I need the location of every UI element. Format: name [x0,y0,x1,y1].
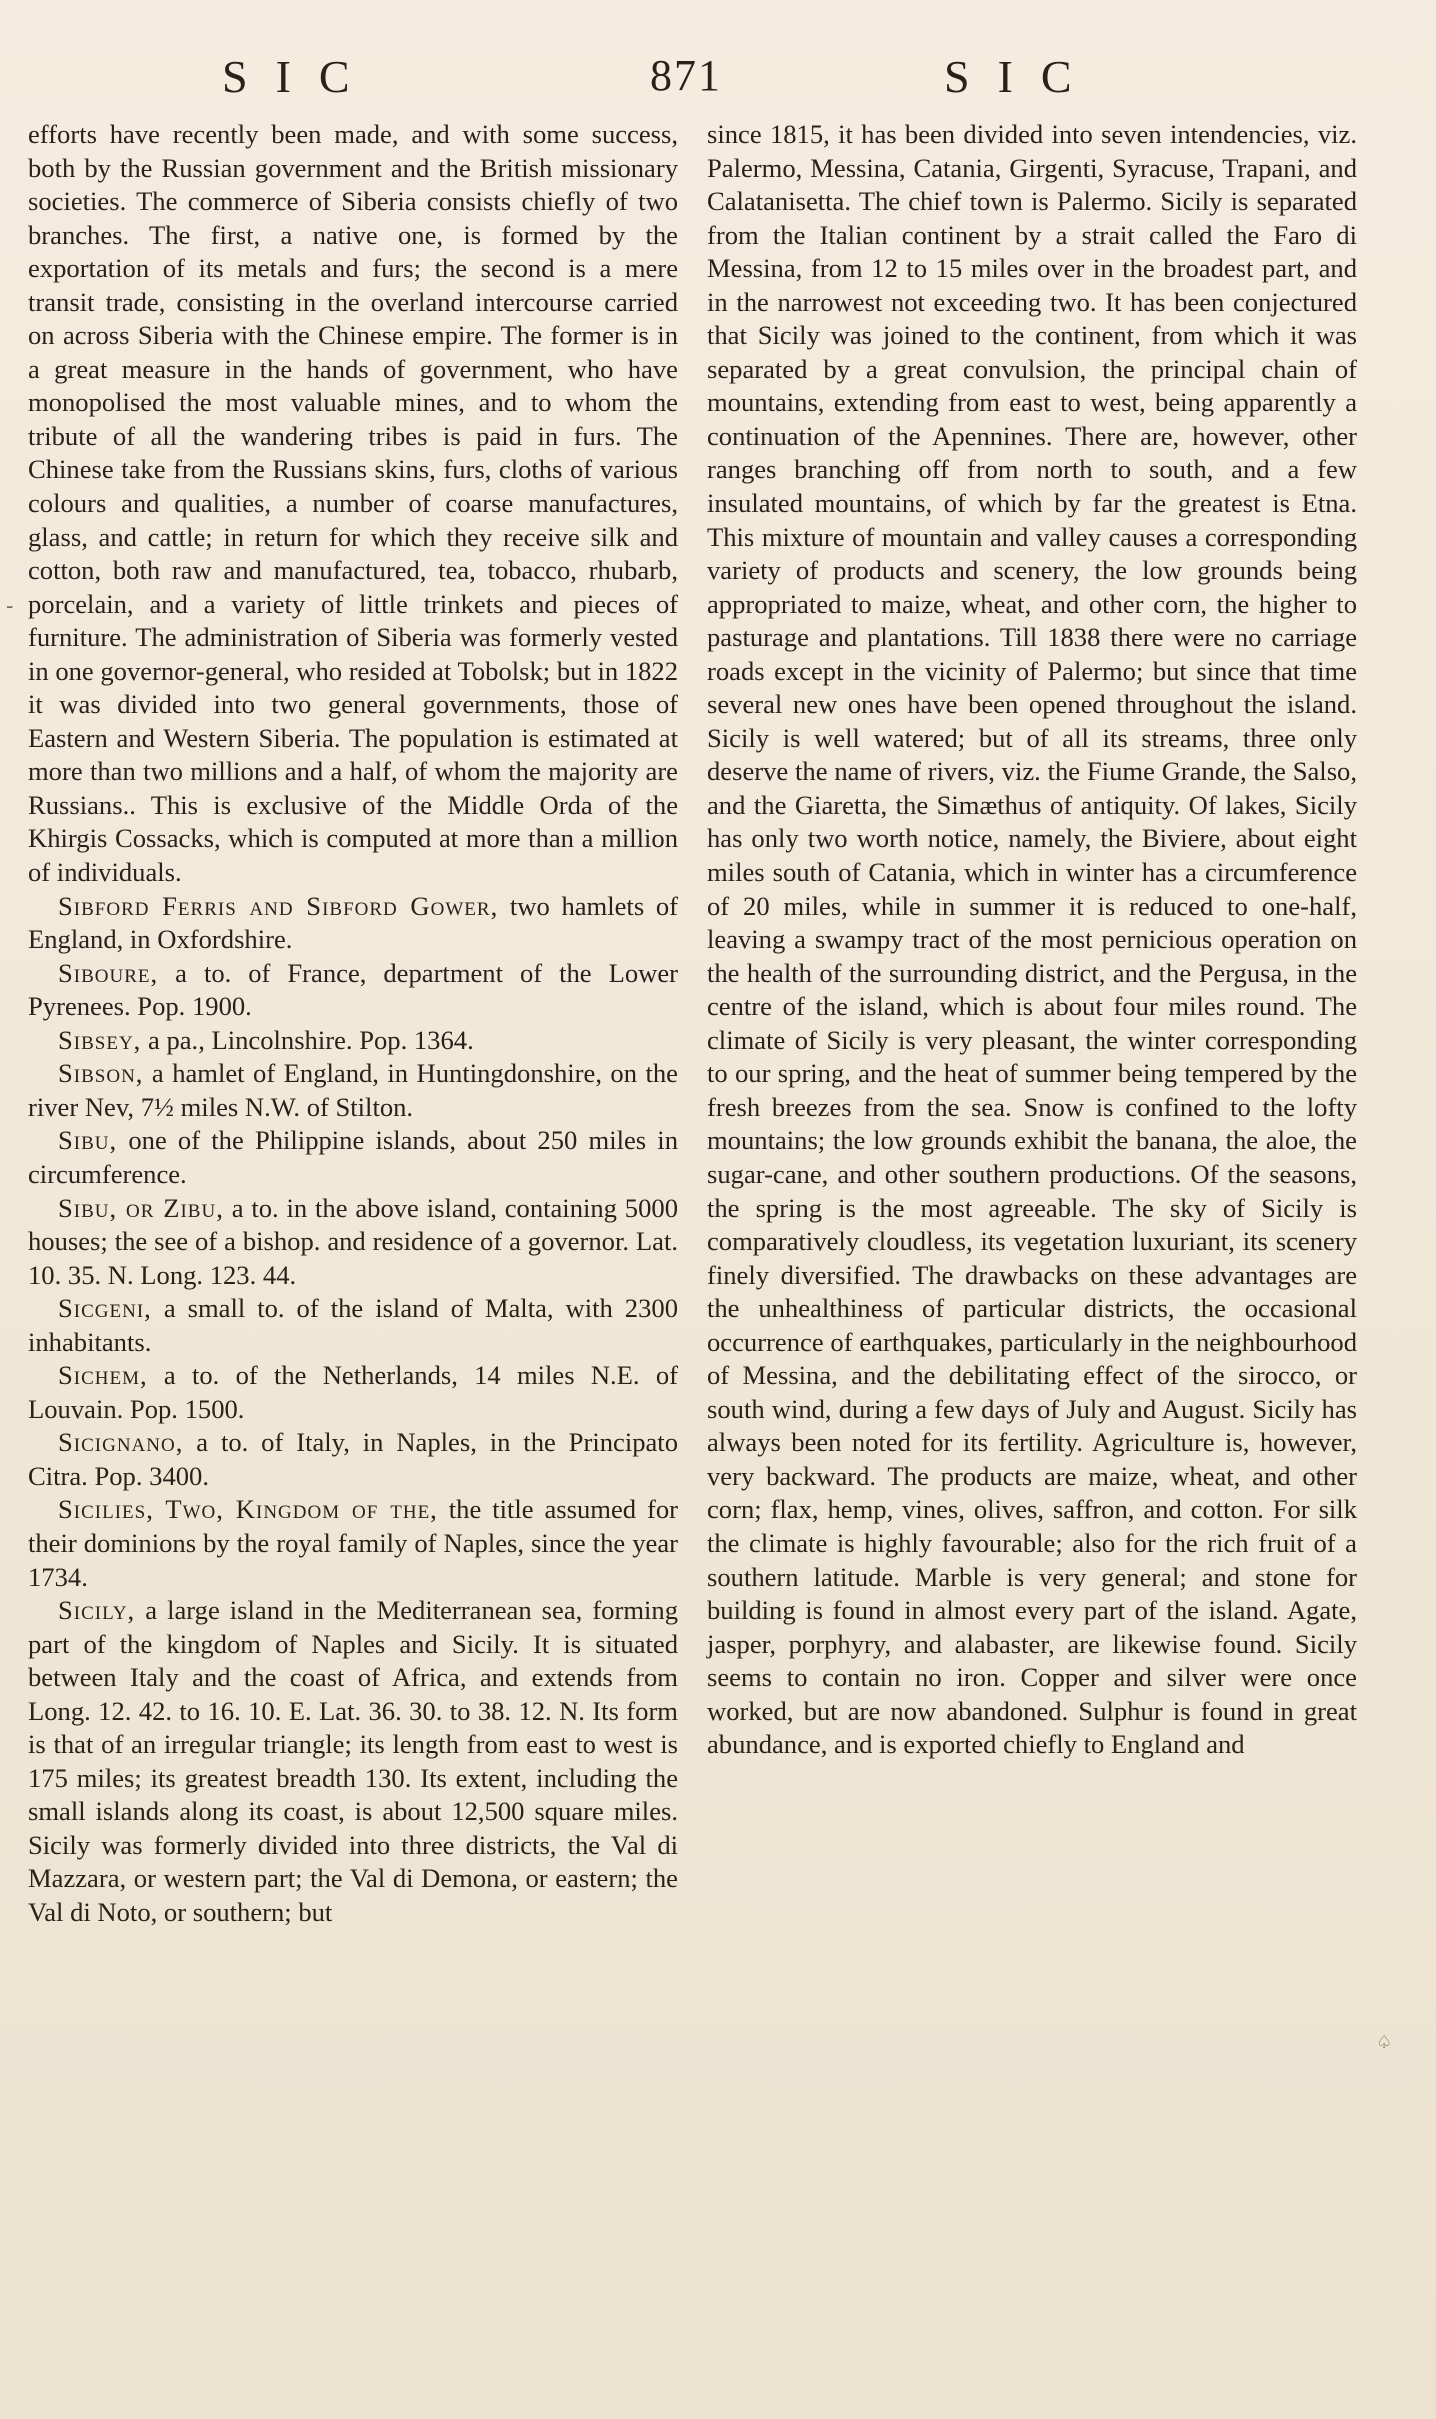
entry-headword: Sicily, [58,1595,136,1626]
left-column [28,118,678,1930]
header-left-guide-word: SIC [222,51,378,102]
entry-text: a hamlet of England, in Huntingdonshire, on the river Nev, 7½ miles N.W. of Stilton. [28,1058,678,1122]
entry-sicilies [28,1493,678,1594]
entry-headword: Sibu, or Zibu, [58,1192,224,1223]
margin-blemish: ♤ [1376,2032,1393,2053]
header-right-guide-word: SIC [944,51,1100,102]
entry-text: a to. of France, department of the Lower Pyrenees. Pop. 1900. [28,957,678,1022]
sicily-entry-continuation: since 1815, it has been divided into seven intendencies, viz. Palermo, Messina, Catania, Girgenti, Syracuse, Trapani, and Calatanisetta. The chief town is Palermo. Sicily is separated from the Italian continent by a strait called the Faro di Messina, from 12 to 15 miles over in the broadest part, and in the narrowest not exceeding two. It has been conjectured that Sicily was joined to the continent, from which it was separated by a great convulsion, the principal chain of mountains, extending from east to west, being apparently a continuation of the Apennines. There are, however, other ranges branching off from north to south, and a few insulated mountains, of which by far the greatest is Etna. This mixture of mountain and valley causes a corresponding variety of products and scenery, the low grounds being appropriated to maize, wheat, and other corn, the higher to pasturage and plantations. Till 1838 there were no carriage roads except in the vicinity of Palermo; but since that time several new ones have been opened throughout the island. Sicily is well watered; but of all its streams, three only deserve the name of rivers, viz. the Fiume Grande, the Salso, and the Giaretta, the Simæthus of antiquity. Of lakes, Sicily has only two worth notice, namely, the Biviere, about eight miles south of Catania, which in winter has a circumference of 20 miles, while in summer it is reduced to one-half, leaving a swampy tract of the most pernicious operation on the health of the surrounding district, and the Pergusa, in the centre of the island, which is about four miles round. The climate of Sicily is very pleasant, the winter corresponding to our spring, and the heat of summer being tempered by the fresh breezes from the sea. Snow is confined to the lofty mountains; the low grounds exhibit the banana, the aloe, the sugar-cane, and other southern productions. Of the seasons, the spring is the most agreeable. The sky of Sicily is comparatively cloudless, its vegetation luxuriant, its scenery finely diversified. The drawbacks on these advantages are the unhealthiness of particular districts, the occasional occurrence of earthquakes, particularly in the neighbourhood of Messina, and the debilitating effect of the sirocco, or south wind, during a few days of July and August. Sicily has always been noted for its fertility. Agriculture is, however, very backward. The products are maize, wheat, and other corn; flax, hemp, vines, olives, saffron, and cotton. For silk the climate is highly favourable; also for the rich fruit of a southern latitude. Marble is very general; and stone for building is found in almost every part of the island. Agate, jasper, porphyry, and alabaster, are likewise found. Sicily seems to contain no iron. Copper and silver were once worked, but are now abandoned. Sulphur is found in great abundance, and is exported chiefly to England and [707,119,1357,1760]
entry-siboure [28,957,678,1024]
entry-headword: Siboure, [58,957,159,988]
running-header [0,50,1436,110]
entry-text: a pa., Lincolnshire. Pop. 1364. [141,1024,474,1055]
entry-headword: Sicignano, [58,1427,184,1458]
entry-headword: Sibford Ferris and Sibford Gower, [58,890,499,921]
entry-sicignano [28,1426,678,1493]
entry-text: one of the Philippine islands, about 250 miles in circumference. [28,1125,678,1189]
page-number: 871 [650,51,722,100]
entry-sibu-zibu [28,1192,678,1293]
entry-text: a to. in the above island, containing 5000 houses; the see of a bishop. and residence of a governor. Lat. 10. 35. N. Long. 123. 44. [28,1192,678,1290]
entry-sicgeni [28,1292,678,1359]
entry-sicily [28,1594,678,1929]
entry-text: a large island in the Mediterranean sea, forming part of the kingdom of Naples and Sicily. It is situated between Italy and the coast of Africa, and extends from Long. 12. 42. to 16. 10. E. Lat. 36. 30. to 38. 12. N. Its form is that of an irregular triangle; its length from east to west is 175 miles; its greatest breadth 130. Its extent, including the small islands along its coast, is about 12,500 square miles. Sicily was formerly divided into three districts, the Val di Mazzara, or western part; the Val di Demona, or eastern; the Val di Noto, or southern; but [28,1595,678,1927]
entry-sibu [28,1124,678,1191]
entry-headword: Sichem, [58,1360,148,1391]
entry-headword: Sibson, [58,1058,144,1089]
entry-sibson [28,1057,678,1124]
right-column [707,118,1357,1762]
entry-text: a small to. of the island of Malta, with 2300 inhabitants. [28,1293,678,1357]
entry-headword: Sicilies, Two, Kingdom of the, [58,1494,438,1525]
entry-sichem [28,1359,678,1426]
margin-blemish: - [6,594,14,619]
entry-headword: Sibu, [58,1125,118,1156]
entry-sibford [28,890,678,957]
entry-text: two hamlets of England, in Oxfordshire. [28,890,678,955]
entry-text: a to. of Italy, in Naples, in the Principato Citra. Pop. 3400. [28,1427,678,1491]
entry-headword: Sibsey, [58,1024,142,1055]
continued-entry-text: efforts have recently been made, and with some success, both by the Russian government and the British missionary societies. The commerce of Siberia consists chiefly of two branches. The first, a native one, is formed by the exportation of its metals and furs; the second is a mere transit trade, consisting in the overland intercourse carried on across Siberia with the Chinese empire. The former is in a great measure in the hands of government, who have monopolised the most valuable mines, and to whom the tribute of all the wandering tribes is paid in furs. The Chinese take from the Russians skins, furs, cloths of various colours and qualities, a number of coarse manufactures, glass, and cattle; in return for which they receive silk and cotton, both raw and manufactured, tea, tobacco, rhubarb, porcelain, and a variety of little trinkets and pieces of furniture. The administration of Siberia was formerly vested in one governor-general, who resided at Tobolsk; but in 1822 it was divided into two general governments, those of Eastern and Western Siberia. The population is estimated at more than two millions and a half, of whom the majority are Russians.. This is exclusive of the Middle Orda of the Khirgis Cossacks, which is computed at more than a million of individuals. [28,119,679,888]
entry-text: a to. of the Netherlands, 14 miles N.E. of Louvain. Pop. 1500. [28,1360,678,1424]
entry-sibsey [28,1024,678,1058]
entry-text: the title assumed for their dominions by the royal family of Naples, since the year 1734. [28,1494,678,1592]
entry-headword: Sicgeni, [58,1293,152,1324]
